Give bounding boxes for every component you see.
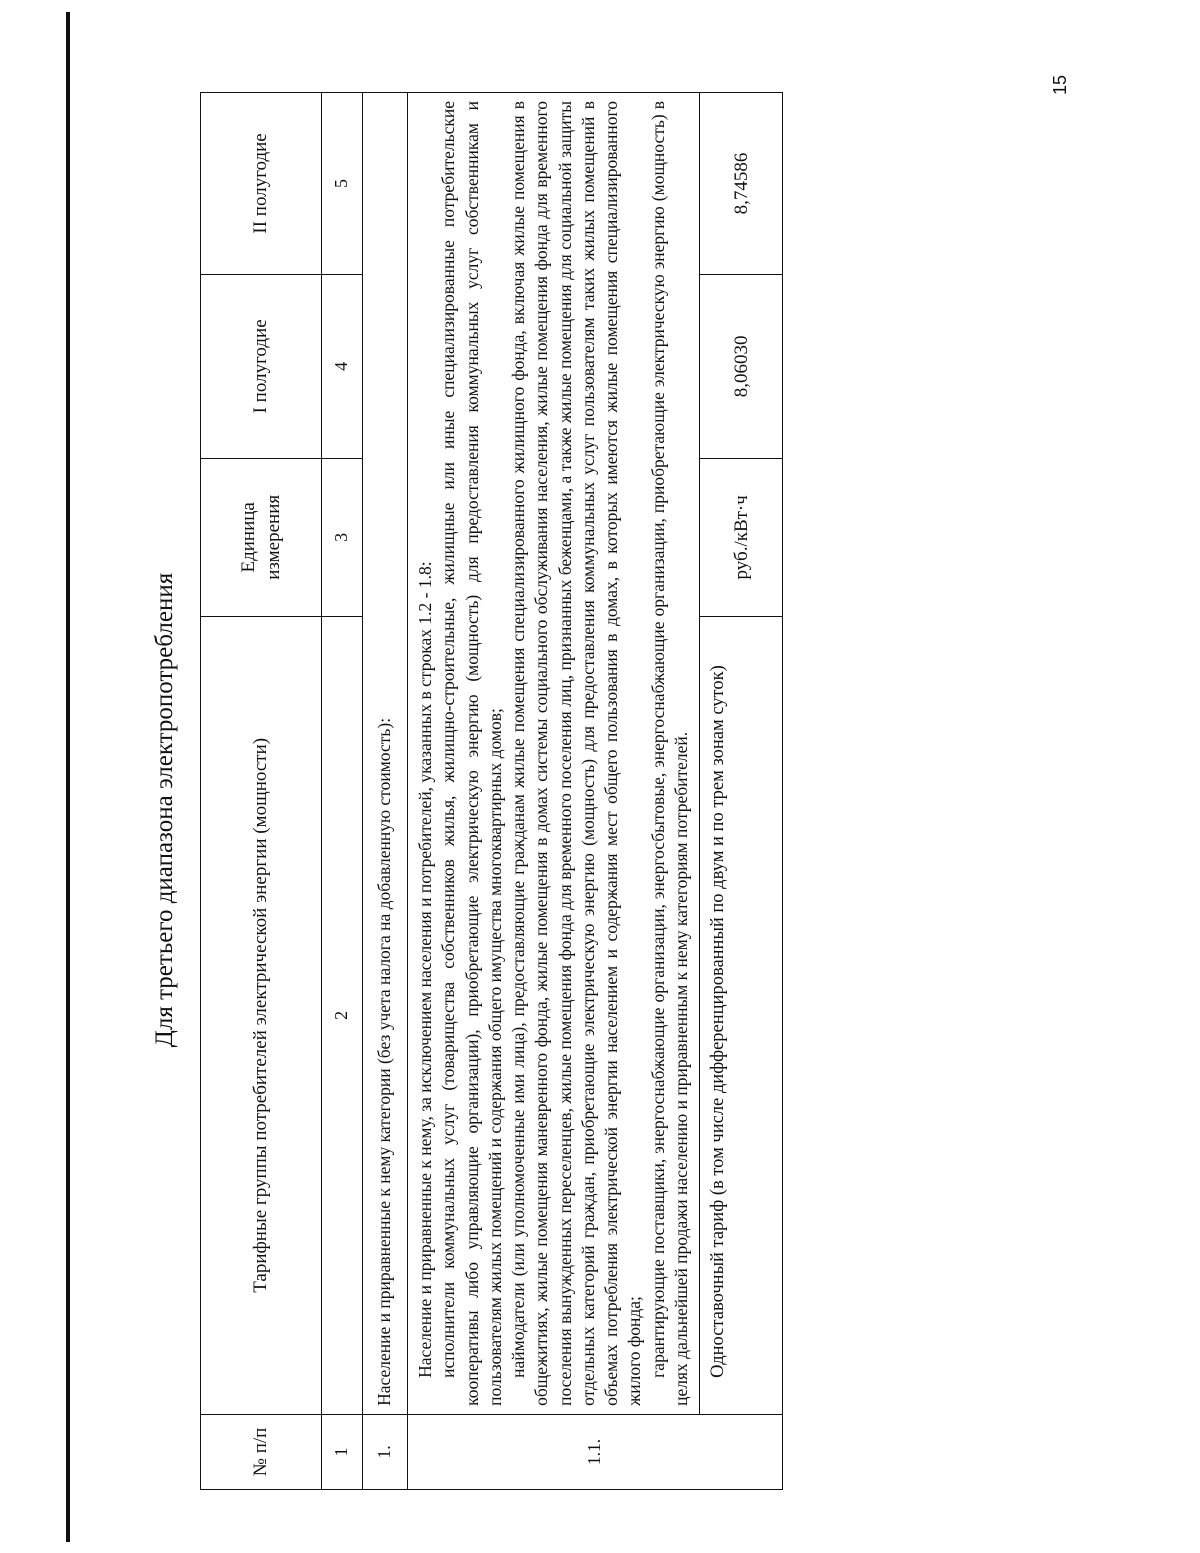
row-num: 1.1. bbox=[408, 1414, 783, 1489]
description-paragraph: Население и приравненные к нему, за исключением населения и потребителей, указанных в строках 1.2 - 1.8: bbox=[415, 561, 435, 1378]
tariff-unit: руб./кВт·ч bbox=[700, 458, 783, 616]
rotated-page-content bbox=[140, 90, 820, 1530]
tariff-second-half-value: 8,74586 bbox=[700, 93, 783, 275]
header-second-half: II полугодие bbox=[201, 93, 322, 275]
section-title: Население и приравненные к нему категории (без учета налога на добавленную стоимость): bbox=[363, 93, 408, 1415]
tariff-first-half-value: 8,06030 bbox=[700, 274, 783, 458]
header-unit: Единица измерения bbox=[201, 458, 322, 616]
row-description bbox=[408, 93, 700, 1415]
section-num: 1. bbox=[363, 1414, 408, 1489]
column-index: 2 bbox=[322, 616, 363, 1414]
description-paragraph: наймодатели (или уполномоченные ими лица), предоставляющие гражданам жилые помещения специализированного жилищного фонда, включая жилые помещения в общежитиях, жилые помещения маневренного фонда, жилые помещения в домах системы социального обслуживания населения, жилые помещения фонда для временного поселения вынужденных переселенцев, жилые помещения фонда для временного поселения лиц, признанных беженцами, а также жилые помещения для социальной защиты отдельных категорий граждан, приобретающие электрическую энергию (мощность) для предоставления коммунальных услуг пользователям таких жилых помещений в объемах потребления электрической энергии населением и содержания мест общего пользования в домах, в которых имеются жилые помещения специализированного жилого фонда; bbox=[508, 101, 645, 1406]
column-index: 5 bbox=[322, 93, 363, 275]
header-name: Тарифные группы потребителей электрической энергии (мощности) bbox=[201, 616, 322, 1414]
table-row-1-1 bbox=[408, 93, 700, 1490]
section-row bbox=[363, 93, 408, 1490]
column-index-row bbox=[322, 93, 363, 1490]
column-index: 3 bbox=[322, 458, 363, 616]
header-num: № п/п bbox=[201, 1414, 322, 1489]
table-row-tariff bbox=[700, 93, 783, 1490]
table-header-row bbox=[201, 93, 322, 1490]
binding-bar bbox=[66, 12, 70, 1542]
description-paragraph: исполнители коммунальных услуг (товарищества собственников жилья, жилищно-строительные, жилищные или иные специализированные потребительские кооперативы либо управляющие организации), приобретающие электрическую энергию (мощность) для предоставления коммунальных услуг собственникам и пользователям жилых помещений и содержания общего имущества многоквартирных домов; bbox=[438, 101, 505, 1406]
document-title: Для третьего диапазона электропотребления bbox=[151, 572, 178, 1048]
column-index: 4 bbox=[322, 274, 363, 458]
description-paragraph: гарантирующие поставщики, энергоснабжающие организации, энергосбытовые, энергоснабжающие организации, приобретающие электрическую энергию (мощность) в целях дальнейшей продажи населению и приравненным к нему категориям потребителей. bbox=[647, 101, 691, 1406]
header-first-half: I полугодие bbox=[201, 274, 322, 458]
tariff-table bbox=[200, 92, 783, 1490]
page-number: 15 bbox=[1050, 74, 1070, 95]
column-index: 1 bbox=[322, 1414, 363, 1489]
tariff-name: Одноставочный тариф (в том числе дифференцированный по двум и по трем зонам суток) bbox=[700, 616, 783, 1414]
